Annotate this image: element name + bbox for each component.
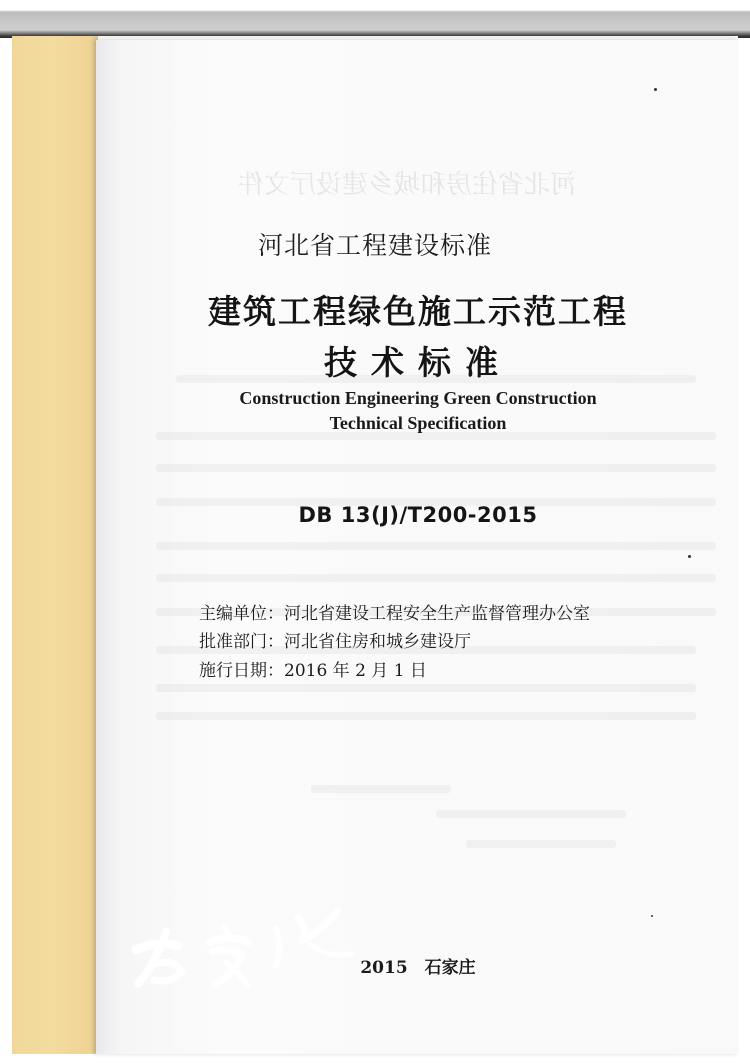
info-label: 主编单位： <box>199 604 284 624</box>
info-value: 2016 年 2 月 1 日 <box>284 661 427 681</box>
bleed-through-line <box>156 712 696 720</box>
bleed-through-line <box>156 542 716 550</box>
bleed-through-line <box>436 810 626 818</box>
bleed-through-line <box>466 840 616 848</box>
speck <box>651 915 653 917</box>
info-value: 河北省住房和城乡建设厅 <box>284 632 471 652</box>
info-row-effective-date <box>199 656 427 681</box>
standard-code: DB 13(J)/T200-2015 <box>298 503 538 527</box>
publication-footer: 2015 石家庄 <box>360 958 476 978</box>
info-value: 河北省建设工程安全生产监督管理办公室 <box>284 604 590 624</box>
info-label: 批准部门： <box>199 632 284 652</box>
title-cn-line2: 技术标准 <box>324 343 512 382</box>
title-en-line1: Construction Engineering Green Construction <box>239 388 597 408</box>
info-row-editor <box>199 599 590 624</box>
bleed-through-line <box>156 684 696 692</box>
title-cn-line1: 建筑工程绿色施工示范工程 <box>208 292 628 331</box>
scanner-top-edge <box>0 0 750 38</box>
bleed-through-heading: 河北省住房和城乡建设厅文件 <box>238 170 577 200</box>
speck <box>654 88 657 91</box>
bleed-through-line <box>156 574 716 582</box>
bleed-through-line <box>311 785 451 793</box>
calligraphy-watermark <box>126 888 366 998</box>
speck <box>688 555 691 558</box>
series-header: 河北省工程建设标准 <box>257 231 492 260</box>
bleed-through-line <box>156 464 716 472</box>
info-row-approver <box>199 627 471 652</box>
book-spine-edge <box>12 36 98 1054</box>
info-label: 施行日期： <box>199 661 284 681</box>
title-en-line2: Technical Specification <box>329 413 507 433</box>
